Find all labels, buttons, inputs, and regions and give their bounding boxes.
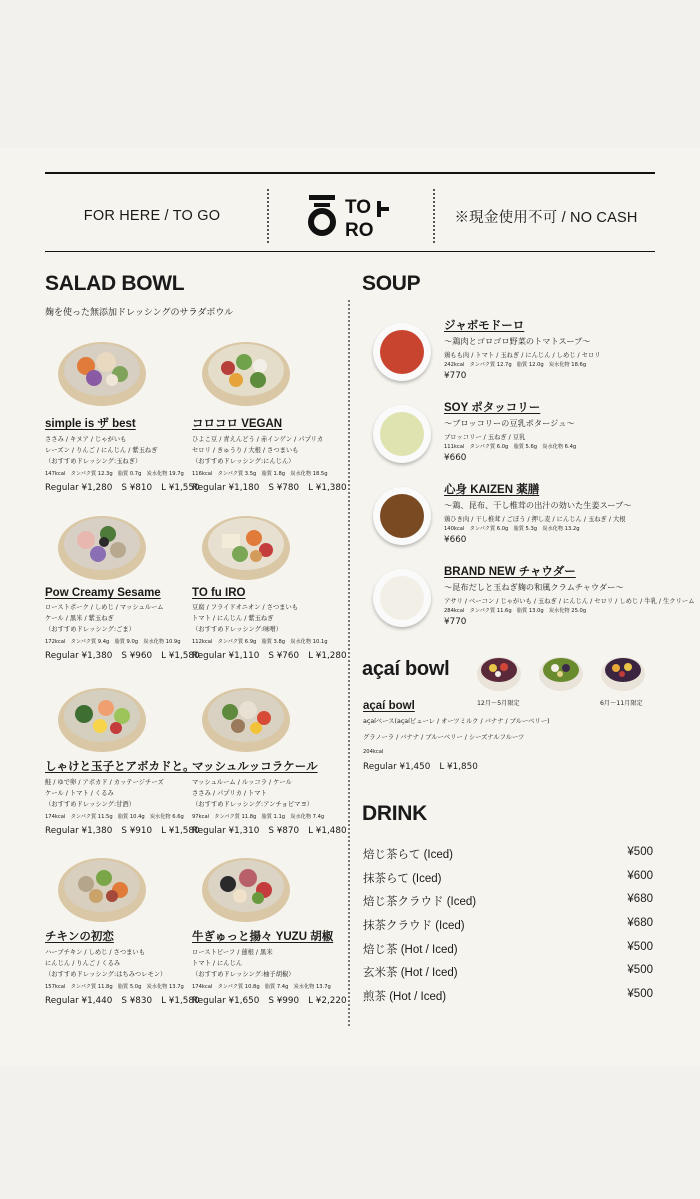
item-name: açaí bowl	[363, 700, 415, 712]
item-dressing: （おすすめドレッシング:はちみつレモン）	[45, 971, 167, 978]
item-nutrition: 157kcal タンパク質 11.8g 脂質 5.0g 炭水化物 13.7g	[45, 984, 184, 990]
drink-item: 焙じ茶らて (Iced) ¥500	[363, 846, 653, 861]
item-ingredients: グラノーラ / バナナ / ブルーベリー / シーズナルフルーツ	[363, 734, 525, 741]
acai-item	[363, 700, 643, 773]
drink-item: 煎茶 (Hot / Iced) ¥500	[363, 988, 653, 1003]
item-name: しゃけと玉子とアボカドと。	[45, 761, 195, 773]
soup-bowl-image	[373, 569, 431, 627]
item-dressing: （おすすめドレッシング:ごま）	[45, 626, 135, 633]
soup-bowl-image	[373, 405, 431, 463]
item-price: ¥660	[444, 535, 467, 545]
salad-subtitle: 麹を使った無添加ドレッシングのサラダボウル	[45, 308, 234, 318]
item-ingredients: アサリ / ベーコン / じゃがいも / 玉ねぎ / にんじん / セロリ / しめじ / 牛乳 / 生クリーム	[444, 598, 695, 605]
item-ingredients: トマト / にんじん / 紫玉ねぎ	[192, 615, 274, 622]
for-here-to-go-label: FOR HERE / TO GO	[83, 208, 221, 224]
item-ingredients: セロリ / きゅうり / 大根 / さつまいも	[192, 447, 299, 454]
item-ingredients: 鶏もも肉 / トマト / 玉ねぎ / にんじん / しめじ / セロリ	[444, 352, 601, 359]
top-rule	[45, 172, 655, 174]
soup-item	[444, 317, 664, 381]
soup-item	[444, 399, 664, 463]
item-dressing: （おすすめドレッシング:にんじん）	[192, 458, 295, 465]
acai-title: açaí bowl	[362, 658, 450, 680]
acai-bowl-image	[476, 652, 522, 692]
item-prices: Regular ¥1,380 S ¥960 L ¥1,580	[45, 651, 200, 661]
svg-text:TO: TO	[345, 197, 372, 218]
salad-bowl-image	[200, 682, 292, 752]
item-name: BRAND NEW チャウダー	[444, 566, 576, 578]
toiro-logo	[307, 181, 437, 251]
column-divider	[348, 300, 350, 1026]
item-nutrition: 174kcal タンパク質 10.8g 脂質 7.4g 炭水化物 13.7g	[192, 984, 331, 990]
item-ingredients: 鶏ひき肉 / 干し椎茸 / ごぼう / 押し麦 / にんじん / 玉ねぎ / 大根	[444, 516, 626, 523]
item-ingredients: ハーブチキン / しめじ / さつまいも	[45, 949, 146, 956]
item-dressing: （おすすめドレッシング:アンチョビマヨ）	[192, 801, 314, 808]
item-prices: Regular ¥1,180 S ¥780 L ¥1,380	[192, 483, 347, 493]
item-prices: Regular ¥1,440 S ¥830 L ¥1,580	[45, 996, 200, 1006]
item-ingredients: 豆腐 / フライドオニオン / さつまいも	[192, 604, 299, 611]
item-name: ジャボモドーロ	[444, 320, 525, 332]
salad-item	[192, 587, 347, 662]
salad-title: SALAD BOWL	[45, 272, 185, 295]
item-ingredients: 鮭 / ゆで卵 / アボカド / カッテージチーズ	[45, 779, 164, 786]
item-dressing: （おすすめドレッシング:味噌）	[192, 626, 282, 633]
drink-title: DRINK	[362, 802, 427, 825]
soup-bowl-image	[373, 487, 431, 545]
item-prices: Regular ¥1,450 L ¥1,850	[363, 762, 478, 772]
item-nutrition: 172kcal タンパク質 9.4g 脂質 9.0g 炭水化物 10.9g	[45, 639, 181, 645]
soup-bowl-image	[373, 323, 431, 381]
item-price: ¥660	[444, 453, 467, 463]
item-ingredients: ひよこ豆 / 青えんどう / 赤インゲン / パプリカ	[192, 436, 324, 443]
item-nutrition: 112kcal タンパク質 6.9g 脂質 3.8g 炭水化物 10.1g	[192, 639, 328, 645]
item-description: 〜昆布だしと玉ねぎ麹の和風クラムチャウダー〜	[444, 582, 624, 592]
soup-title: SOUP	[362, 272, 421, 295]
item-name: TO fu IRO	[192, 587, 246, 599]
item-nutrition: 111kcal タンパク質 6.0g 脂質 5.6g 炭水化物 6.4g	[444, 444, 577, 450]
soup-item	[444, 481, 664, 545]
salad-item	[45, 758, 200, 837]
item-nutrition: 140kcal タンパク質 6.0g 脂質 5.3g 炭水化物 13.2g	[444, 526, 580, 532]
salad-item	[192, 758, 347, 837]
salad-item	[45, 587, 200, 662]
salad-item	[45, 415, 200, 494]
acai-season-label: 12月〜5月限定	[477, 700, 520, 707]
item-ingredients: ケール / 黒米 / 紫玉ねぎ	[45, 615, 114, 622]
item-description: 〜ブロッコリーの豆乳ポタージュ〜	[444, 418, 575, 428]
drink-item: 玄米茶 (Hot / Iced) ¥500	[363, 964, 653, 979]
item-ingredients: ローストポーク / しめじ / マッシュルーム	[45, 604, 164, 611]
acai-bowl-image	[600, 652, 646, 692]
item-nutrition: 97kcal タンパク質 11.8g 脂質 1.1g 炭水化物 7.4g	[192, 814, 325, 820]
item-price: ¥770	[444, 371, 467, 381]
salad-item	[45, 928, 200, 1007]
item-prices: Regular ¥1,380 S ¥910 L ¥1,580	[45, 826, 200, 836]
svg-text:RO: RO	[345, 220, 374, 241]
header-rule	[45, 251, 655, 252]
salad-bowl-image	[56, 336, 148, 406]
drink-item: 抹茶らて (Iced) ¥600	[363, 870, 653, 885]
item-name: 牛ぎゅっと揚々 YUZU 胡椒	[192, 931, 334, 943]
item-name: チキンの初恋	[45, 931, 114, 943]
item-dressing: （おすすめドレッシング:甘酒）	[45, 801, 135, 808]
item-nutrition: 147kcal タンパク質 12.3g 脂質 0.7g 炭水化物 19.7g	[45, 471, 184, 477]
header-divider	[433, 189, 435, 243]
item-prices: Regular ¥1,310 S ¥870 L ¥1,480	[192, 826, 347, 836]
item-ingredients: ささみ / キヌア / じゃがいも	[45, 436, 127, 443]
salad-bowl-image	[56, 852, 148, 922]
item-prices: Regular ¥1,650 S ¥990 L ¥2,220	[192, 996, 347, 1006]
item-price: ¥770	[444, 617, 467, 627]
menu-header	[45, 181, 655, 251]
salad-bowl-image	[200, 852, 292, 922]
item-ingredients: ケール / トマト / くるみ	[45, 790, 114, 797]
item-ingredients: にんじん / りんご / くるみ	[45, 960, 121, 967]
no-cash-label: ※現金使用不可 / NO CASH	[454, 209, 638, 226]
acai-season-label: 6月〜11月限定	[600, 700, 643, 707]
item-nutrition: 204kcal	[363, 749, 384, 755]
salad-bowl-image	[56, 510, 148, 580]
item-ingredients: マッシュルーム / ルッコラ / ケール	[192, 779, 292, 786]
drink-item: 抹茶クラウド (Iced) ¥680	[363, 917, 653, 932]
item-ingredients: レーズン / りんご / にんじん / 紫玉ねぎ	[45, 447, 158, 454]
salad-bowl-image	[56, 682, 148, 752]
item-prices: Regular ¥1,110 S ¥760 L ¥1,280	[192, 651, 347, 661]
item-name: simple is ザ best	[45, 418, 136, 430]
item-name: コロコロ VEGAN	[192, 418, 283, 430]
salad-bowl-image	[200, 336, 292, 406]
item-nutrition: 284kcal タンパク質 11.6g 脂質 13.0g 炭水化物 25.0g	[444, 608, 587, 614]
item-name: Pow Creamy Sesame	[45, 587, 161, 599]
item-nutrition: 242kcal タンパク質 12.7g 脂質 12.0g 炭水化物 18.6g	[444, 362, 587, 368]
drink-item: 焙じ茶 (Hot / Iced) ¥500	[363, 941, 653, 956]
salad-item	[192, 928, 347, 1007]
acai-bowl-image	[538, 652, 584, 692]
item-nutrition: 174kcal タンパク質 11.5g 脂質 10.4g 炭水化物 6.6g	[45, 814, 184, 820]
drink-item: 焙じ茶クラウド (Iced) ¥680	[363, 893, 653, 908]
item-prices: Regular ¥1,280 S ¥810 L ¥1,550	[45, 483, 200, 493]
item-name: 心身 KAIZEN 薬膳	[444, 484, 540, 496]
item-name: SOY ポタッコリー	[444, 402, 541, 414]
salad-bowl-image	[200, 510, 292, 580]
item-nutrition: 116kcal タンパク質 3.5g 脂質 1.8g 炭水化物 18.5g	[192, 471, 328, 477]
header-divider	[267, 189, 269, 243]
soup-item	[444, 563, 695, 627]
item-name: マッシュルッコラケール	[192, 761, 318, 773]
item-ingredients: ブロッコリー / 玉ねぎ / 豆乳	[444, 434, 526, 441]
salad-item	[192, 415, 347, 494]
item-ingredients: açaíベース(açaíピューレ / オーツミルク / バナナ / ブルーベリー)	[363, 718, 550, 725]
item-dressing: （おすすめドレッシング:柚子胡椒）	[192, 971, 295, 978]
item-dressing: （おすすめドレッシング:玉ねぎ）	[45, 458, 142, 465]
item-ingredients: トマト / にんじん	[192, 960, 243, 967]
item-ingredients: ささみ / パプリカ / トマト	[192, 790, 267, 797]
item-description: 〜鶏、昆布、干し椎茸の出汁の効いた生姜スープ〜	[444, 500, 632, 510]
item-ingredients: ローストビーフ / 蓮根 / 黒米	[192, 949, 273, 956]
item-description: 〜鶏肉とゴロゴロ野菜のトマトスープ〜	[444, 336, 591, 346]
